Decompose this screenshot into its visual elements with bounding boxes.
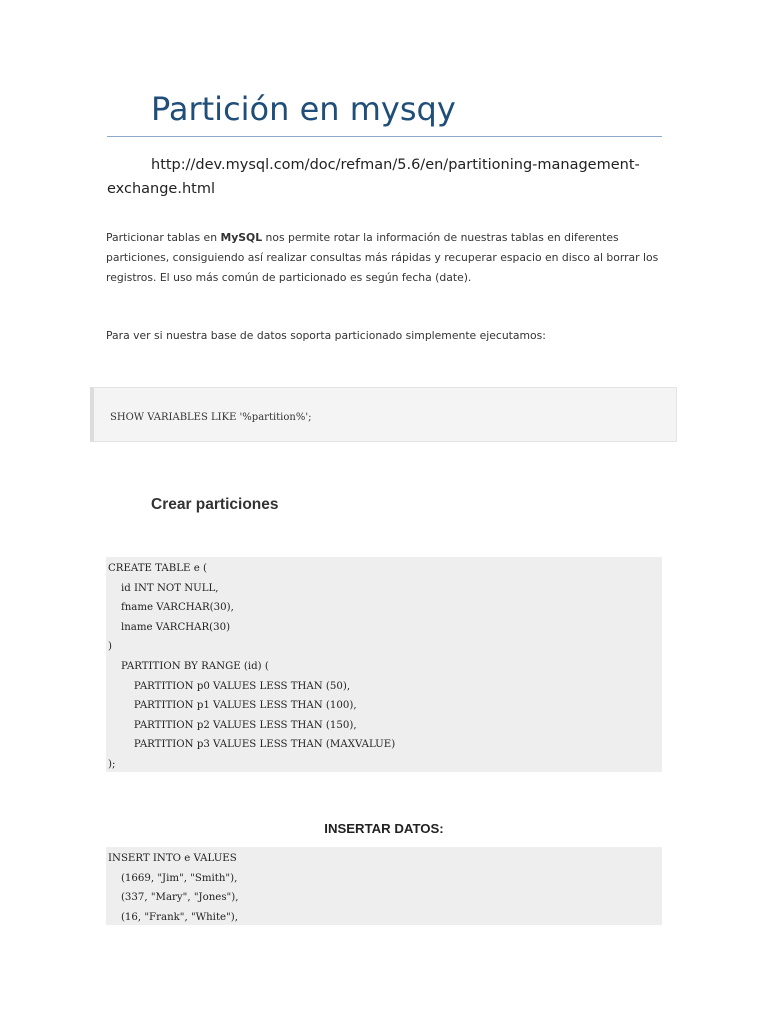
code-line: lname VARCHAR(30) <box>108 621 231 633</box>
code-line: PARTITION p1 VALUES LESS THAN (100), <box>108 700 357 712</box>
code-line: INSERT INTO e VALUES <box>108 853 237 864</box>
insert-code-block <box>106 847 662 925</box>
code-line: (337, "Mary", "Jones"), <box>108 892 239 904</box>
code-line: PARTITION p3 VALUES LESS THAN (MAXVALUE) <box>108 739 396 751</box>
section-heading-create: Crear particiones <box>151 496 279 513</box>
code-line: (16, "Frank", "White"), <box>108 911 238 923</box>
code-line: fname VARCHAR(30), <box>108 602 234 614</box>
intro-paragraph <box>106 228 668 288</box>
check-paragraph: Para ver si nuestra base de datos soporta particionado simplemente ejecutamos: <box>106 329 546 342</box>
intro-text-before: Particionar tablas en <box>106 231 221 244</box>
show-variables-command: SHOW VARIABLES LIKE '%partition%'; <box>110 412 312 423</box>
code-line: PARTITION BY RANGE (id) ( <box>108 660 269 672</box>
code-line: (1669, "Jim", "Smith"), <box>108 872 238 884</box>
create-table-code-block <box>106 557 662 772</box>
intro-bold-mysql: MySQL <box>220 231 263 244</box>
code-line: CREATE TABLE e ( <box>108 563 207 574</box>
reference-url: http://dev.mysql.com/doc/refman/5.6/en/partitioning-management-exchange.html <box>107 157 640 197</box>
show-variables-code-box <box>90 387 677 442</box>
section-heading-insert: INSERTAR DATOS: <box>324 821 444 836</box>
code-line: ) <box>108 641 112 653</box>
intro-text-after: nos permite rotar la información de nuestras tablas en diferentes particiones, consiguiendo así realizar consultas más rápidas y recuperar espacio en disco al borrar los registros. El uso más común de particionado es según fecha (date). <box>106 231 659 284</box>
page-title: Partición en mysqy <box>151 90 456 128</box>
code-line: PARTITION p2 VALUES LESS THAN (150), <box>108 719 357 731</box>
code-line: id INT NOT NULL, <box>108 582 219 594</box>
code-line: PARTITION p0 VALUES LESS THAN (50), <box>108 680 351 692</box>
code-line: ); <box>108 758 116 770</box>
title-underline <box>107 136 662 137</box>
